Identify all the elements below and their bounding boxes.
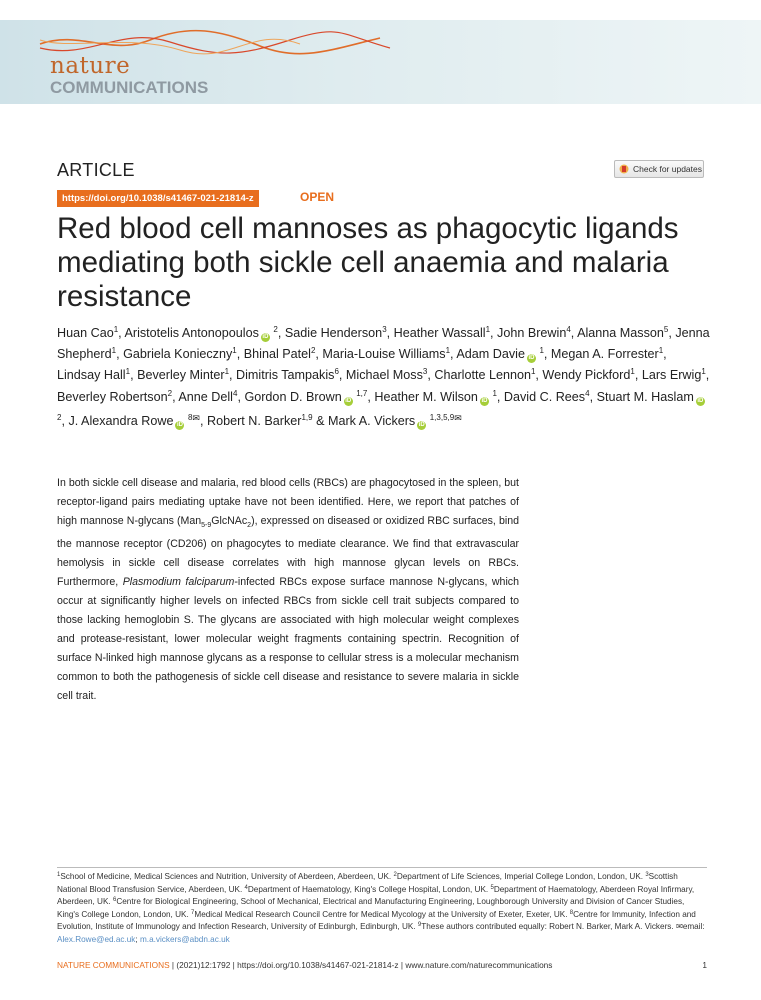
orcid-icon[interactable]: iD xyxy=(481,397,488,404)
affiliation-ref: 1 xyxy=(125,367,131,377)
crossmark-icon xyxy=(619,164,629,174)
orcid-icon[interactable]: iD xyxy=(176,421,183,428)
author-name[interactable]: Sadie Henderson xyxy=(284,326,383,340)
affiliation-text: Department of Haematology, Aberdeen Royal Infirmary, Aberdeen, UK. xyxy=(57,884,695,907)
open-access-label: OPEN xyxy=(300,190,335,204)
author-name[interactable]: Aristotelis Antonopoulos xyxy=(124,326,259,340)
author-name[interactable]: Anne Dell xyxy=(178,389,233,404)
affiliation-text: Centre for Biological Engineering, School of Mechanical, Electrical and Manufacturing Engineering, Loughborough University and Division of Cancer Studies, King's College London, London, UK. xyxy=(57,897,685,919)
author-name[interactable]: Bhinal Patel xyxy=(243,347,311,362)
orcid-icon[interactable]: iD xyxy=(345,397,352,404)
author-name[interactable]: Lindsay Hall xyxy=(57,368,126,383)
affiliation-number: 4 xyxy=(244,884,248,891)
footer-journal-name: NATURE COMMUNICATIONS xyxy=(57,960,170,970)
affiliation-ref: 2 xyxy=(273,325,278,334)
envelope-icon: ✉ xyxy=(675,922,683,932)
author-name[interactable]: Heather M. Wilson xyxy=(374,389,478,404)
affiliation-ref: 2 xyxy=(167,388,173,398)
author-name[interactable]: Robert N. Barker xyxy=(206,413,302,428)
affiliation-ref: 1 xyxy=(232,346,237,356)
author-name[interactable]: Dimitris Tampakis xyxy=(236,368,335,383)
affiliation-number: 2 xyxy=(393,872,397,878)
affiliation-number: 5 xyxy=(490,884,494,891)
affiliation-ref: 4 xyxy=(232,388,238,398)
affiliation-ref: 5 xyxy=(663,325,669,334)
affiliation-ref: 4 xyxy=(585,388,590,398)
doi-link[interactable]: https://doi.org/10.1038/s41467-021-21814-z xyxy=(57,190,259,207)
check-for-updates-label: Check for updates xyxy=(633,164,702,174)
author-name[interactable]: Gabriela Konieczny xyxy=(123,347,233,362)
orcid-icon[interactable]: iD xyxy=(528,355,535,362)
affiliation-ref: 8 xyxy=(187,412,193,422)
affiliation-ref: 4 xyxy=(566,325,571,334)
affiliation-ref: 1 xyxy=(224,367,230,377)
affiliation-ref: 1 xyxy=(658,346,664,356)
affiliation-ref: 1 xyxy=(539,346,544,356)
affiliations: $^1$School of Medicine, Medical Sciences and Nutrition, University of Aberdeen, Aberdeen, UK. $^2$Department of Life Sciences, Imperial College London, London, UK. $^3$Scottish National Blood Transfusion Service, Aberdeen, UK. $^4$Department of Haematology, King's College Hospital, London, UK. $^5$Department of Haematology, Aberdeen Royal Infirmary, Aberdeen, UK. $^6$Centre for Biological Engineering, School of Mechanical, Electrical and Manufacturing Engineering, Loughborough University and Division of Cancer Studies, King's College London, London, UK. $^7$Medical Medical Research Council Centre for Medical Mycology at the University of Exeter, Exeter, UK. $^8$Centre for Immunity, Infection and Evolution, Institute of Immunology and Infection Research, University of Edinburgh, Edinburgh, UK. $^9$These authors contributed equally: Robert N. Barker, Mark A. Vickers. ✉email: Alex.Rowe@ed.ac.uk; m.a.vickers@abdn.ac.uk xyxy=(57,867,707,947)
affiliation-ref: 2 xyxy=(310,346,316,356)
abstract: In both sickle cell disease and malaria, red blood cells (RBCs) are phagocytosed in the spleen, but receptor-ligand pairs mediating uptake have not been identified. Here, we report that patches of high mannose N-glycans (Man$_{5-9}$GlcNAc$_2$), expressed on diseased or oxidized RBC surfaces, bind the mannose receptor (CD206) on phagocytes to mediate clearance. We find that extravascular hemolysis in sickle cell disease correlates with high mannose glycan levels on RBCs. Furthermore, Plasmodium falciparum-infected RBCs expose surface mannose N-glycans, which occur at significantly higher levels on infected RBCs from sickle cell trait subjects compared to those lacking hemoglobin S. The glycans are associated with high molecular weight complexes and protease-resistant, lower molecular weight fragments containing spectrin. Recognition of surface N-linked high mannose glycans as a response to cellular stress is a molecular mechanism common to both the pathogenesis of sickle cell disease and resistance to severe malaria in sickle cell trait. xyxy=(57,477,519,703)
page-number: 1 xyxy=(702,960,707,970)
author-name[interactable]: J. Alexandra Rowe xyxy=(68,413,174,428)
journal-logo-communications: COMMUNICATIONS xyxy=(50,78,209,97)
check-for-updates-button[interactable] xyxy=(614,160,704,178)
page-footer xyxy=(57,960,707,970)
author-name[interactable]: David C. Rees xyxy=(503,389,586,404)
journal-logo-nature: nature xyxy=(50,53,131,79)
author-name[interactable]: Jenna Shepherd xyxy=(57,326,710,362)
author-name[interactable]: Beverley Minter xyxy=(137,368,225,383)
affiliation-text: School of Medicine, Medical Sciences and Nutrition, University of Aberdeen, Aberdeen, UK. xyxy=(60,872,394,881)
envelope-icon[interactable]: ✉ xyxy=(192,412,200,423)
affiliation-ref: 1,9 xyxy=(301,412,313,422)
affiliation-ref: 1 xyxy=(445,346,451,356)
email-link[interactable]: m.a.vickers@abdn.ac.uk xyxy=(139,934,230,944)
author-name[interactable]: Adam Davie xyxy=(456,347,525,362)
author-name[interactable]: Heather Wassall xyxy=(393,326,486,340)
orcid-icon[interactable]: iD xyxy=(418,421,425,428)
affiliation-ref: 1 xyxy=(530,367,536,377)
author-name[interactable]: Alanna Masson xyxy=(577,326,664,340)
affiliation-text: Department of Haematology, King's College Hospital, London, UK. xyxy=(247,884,491,894)
affiliation-ref: 1 xyxy=(113,325,119,334)
orcid-icon[interactable]: iD xyxy=(262,334,269,340)
affiliation-ref: 1 xyxy=(111,346,117,356)
affiliation-ref: 1,3,5,9 xyxy=(429,412,455,422)
affiliation-text: Department of Life Sciences, Imperial College London, London, UK. xyxy=(396,872,646,881)
envelope-icon[interactable]: ✉ xyxy=(454,412,462,423)
email-label: email: xyxy=(682,922,705,932)
affiliation-number: 1 xyxy=(57,872,61,878)
author-name[interactable]: Michael Moss xyxy=(345,368,423,383)
author-name[interactable]: Beverley Robertson xyxy=(57,389,168,404)
affiliation-text: These authors contributed equally: Robert N. Barker, Mark A. Vickers. xyxy=(421,922,676,932)
email-link[interactable]: Alex.Rowe@ed.ac.uk xyxy=(57,934,136,944)
author-name[interactable]: Gordon D. Brown xyxy=(244,389,342,404)
affiliation-ref: 3 xyxy=(422,367,428,377)
article-type: ARTICLE xyxy=(57,160,135,180)
author-name[interactable]: Maria-Louise Williams xyxy=(322,347,446,362)
footer-citation: | (2021)12:1792 | https://doi.org/10.1038/s41467-021-21814-z | www.nature.com/naturecommunications xyxy=(169,960,553,970)
author-name[interactable]: Huan Cao xyxy=(57,326,114,340)
affiliation-number: 3 xyxy=(645,872,649,878)
author-name[interactable]: Stuart M. Haslam xyxy=(596,389,694,404)
affiliation-ref: 6 xyxy=(334,367,339,377)
journal-banner xyxy=(0,20,761,104)
affiliation-ref: 1,7 xyxy=(356,388,368,398)
affiliation-text: Scottish National Blood Transfusion Service, Aberdeen, UK. xyxy=(57,872,678,894)
affiliation-ref: 2 xyxy=(57,412,62,422)
affiliation-number: 9 xyxy=(417,922,422,929)
affiliation-text: Medical Medical Research Council Centre for Medical Mycology at the University of Exeter, Exeter, UK. xyxy=(194,909,570,919)
affiliation-ref: 3 xyxy=(382,325,387,334)
author-name[interactable]: Charlotte Lennon xyxy=(434,368,531,383)
author-name[interactable]: Lars Erwig xyxy=(641,368,702,383)
author-name[interactable]: John Brewin xyxy=(497,326,567,340)
author-name[interactable]: Mark A. Vickers xyxy=(327,413,416,428)
affiliation-ref: 1 xyxy=(701,367,706,377)
author-name[interactable]: Wendy Pickford xyxy=(542,368,631,383)
author-name[interactable]: Megan A. Forrester xyxy=(550,347,659,362)
affiliation-text: Centre for Immunity, Infection and Evolution, Institute of Immunology and Infection Research, University of Edinburgh, Edinburgh, UK. xyxy=(57,909,696,932)
article-title: Red blood cell mannoses as phagocytic ligands mediating both sickle cell anaemia and malaria resistance xyxy=(57,212,679,313)
affiliation-number: 6 xyxy=(112,897,117,904)
affiliation-ref: 1 xyxy=(485,325,491,334)
orcid-icon[interactable]: iD xyxy=(697,397,704,404)
affiliation-number: 8 xyxy=(569,909,574,916)
affiliation-ref: 1 xyxy=(492,388,497,398)
author-list: Huan Cao$^1$, Aristotelis Antonopoulos iD $^2$, Sadie Henderson$^3$, Heather Wassall$^1$, John Brewin$^4$, Alanna Masson$^5$, Jenna Shepherd$^1$, Gabriela Konieczny$^1$, Bhinal Patel$^2$, Maria-Louise Williams$^1$, Adam Davie iD $^1$, Megan A. Forrester$^1$, Lindsay Hall$^1$, Beverley Minter$^1$, Dimitris Tampakis$^6$, Michael Moss$^3$, Charlotte Lennon$^1$, Wendy Pickford$^1$, Lars Erwig$^1$, Beverley Robertson$^2$, Anne Dell$^4$, Gordon D. Brown iD $^{1,7}$, Heather M. Wilson iD $^1$, David C. Rees$^4$, Stuart M. Haslam iD $^2$, J. Alexandra Rowe iD $^{8✉}$, Robert N. Barker$^{1,9}$ & Mark A. Vickers iD $^{1,3,5,9✉}$ xyxy=(57,325,710,428)
affiliation-number: 7 xyxy=(191,909,195,916)
affiliation-ref: 1 xyxy=(630,367,635,377)
